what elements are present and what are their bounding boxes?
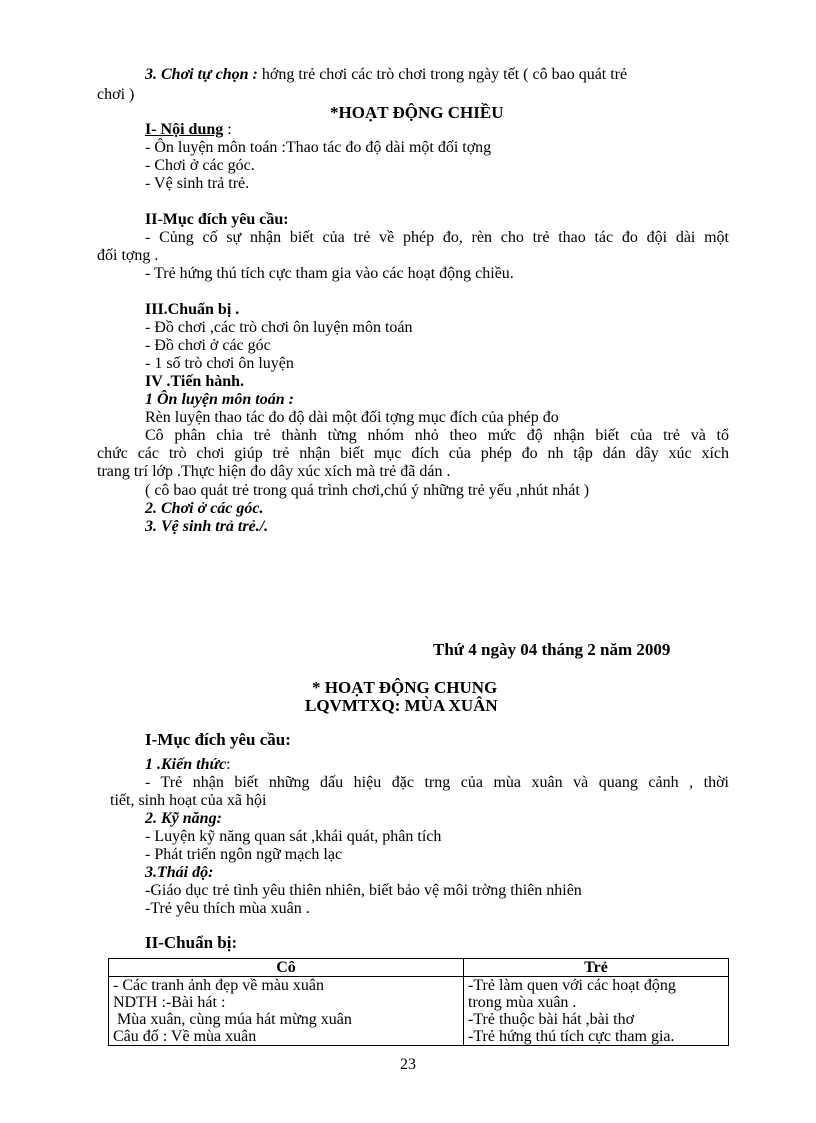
free-play-line: [145, 66, 627, 84]
procedure-p3: ( cô bao quát trẻ trong quá trình chơi,chú ý những trẻ yếu ,nhút nhát ): [145, 482, 590, 499]
table-cell: -Trẻ thuộc bài hát ,bài thơ: [464, 1011, 729, 1028]
table-row: [109, 977, 729, 995]
procedure-sub1: 1 Ôn luyện môn toán :: [145, 391, 294, 408]
day-prep-heading: II-Chuẩn bị:: [145, 933, 238, 952]
afternoon-title: *HOẠT ĐỘNG CHIỀU: [330, 103, 504, 122]
table-header-children: Trẻ: [464, 959, 729, 977]
table-cell: Câu đố : Về mùa xuân: [109, 1028, 464, 1046]
content-colon: :: [223, 121, 232, 138]
day-date: Thứ 4 ngày 04 tháng 2 năm 2009: [433, 640, 671, 659]
content-item: - Chơi ở các góc.: [145, 157, 255, 174]
procedure-heading: IV .Tiến hành.: [145, 373, 245, 390]
skills-item: - Luyện kỹ năng quan sát ,khái quát, phân tích: [145, 828, 442, 845]
content-heading: I- Nội dung: [145, 121, 224, 138]
knowledge-label: 1 .Kiến thức: [145, 756, 227, 773]
attitude-item: -Giáo dục trẻ tình yêu thiên nhiên, biết bảo vệ môi trờng thiên nhiên: [145, 882, 582, 899]
knowledge-line: [145, 756, 231, 774]
procedure-p2-line2: chức các trò chơi giúp trẻ nhận biết mục đích của phép đo nh tập dán dây xúc xích: [97, 445, 729, 462]
goals-line1-cont: đối tợng .: [97, 247, 159, 264]
goals-heading: II-Mục đích yêu cầu:: [145, 211, 289, 228]
day-goals-heading: I-Mục đích yêu cầu:: [145, 730, 291, 749]
procedure-p2-line3: trang trí lớp .Thực hiện đo dây xúc xích mà trẻ đã dán .: [97, 463, 451, 480]
table-cell: -Trẻ hứng thú tích cực tham gia.: [464, 1028, 729, 1046]
prep-heading: III.Chuẩn bị .: [145, 301, 240, 318]
preparation-table: [108, 958, 729, 1046]
skills-label: 2. Kỹ năng:: [145, 810, 222, 827]
table-cell: NDTH :-Bài hát :: [109, 994, 464, 1011]
table-row: [109, 994, 729, 1011]
procedure-sub3: 3. Vệ sinh trả trẻ./.: [145, 518, 269, 535]
knowledge-line1: - Trẻ nhận biết những dấu hiệu đặc trng của mùa xuân và quang cảnh , thời: [145, 774, 729, 791]
procedure-sub2: 2. Chơi ở các góc.: [145, 500, 264, 517]
knowledge-line2: tiết, sinh hoạt của xã hội: [110, 792, 267, 809]
table-header-row: [109, 959, 729, 977]
knowledge-colon: :: [226, 756, 231, 773]
table-cell: trong mùa xuân .: [464, 994, 729, 1011]
table-cell: - Các tranh ảnh đẹp về màu xuân: [109, 977, 464, 995]
prep-item: - 1 số trò chơi ôn luyện: [145, 355, 294, 372]
free-play-text: hớng trẻ chơi các trò chơi trong ngày tết ( cô bao quát trẻ: [257, 66, 628, 83]
day-title2: LQVMTXQ: MÙA XUÂN: [305, 696, 498, 715]
content-item: - Vệ sinh trả trẻ.: [145, 175, 250, 192]
procedure-p1: Rèn luyện thao tác đo độ dài một đối tợng mục đích của phép đo: [145, 409, 559, 426]
page-number: 23: [400, 1056, 416, 1073]
table-row: [109, 1011, 729, 1028]
prep-item: - Đồ chơi ,các trò chơi ôn luyện môn toán: [145, 319, 413, 336]
table-row: [109, 1028, 729, 1046]
attitude-item: -Trẻ yêu thích mùa xuân .: [145, 900, 310, 917]
table-cell: Mùa xuân, cùng múa hát mừng xuân: [109, 1011, 464, 1028]
skills-item: - Phát triển ngôn ngữ mạch lạc: [145, 846, 343, 863]
procedure-p2-line1: Cô phân chia trẻ thành từng nhóm nhỏ theo mức độ nhận biết của trẻ và tổ: [145, 427, 729, 444]
table-header-teacher: Cô: [109, 959, 464, 977]
goals-line1: - Củng cố sự nhận biết của trẻ về phép đo, rèn cho trẻ thao tác đo đội dài một: [145, 229, 729, 246]
free-play-cont: chơi ): [97, 86, 135, 103]
prep-item: - Đồ chơi ở các góc: [145, 337, 271, 354]
goals-line2: - Trẻ hứng thú tích cực tham gia vào các hoạt động chiều.: [145, 265, 514, 282]
content-heading-line: [145, 121, 232, 139]
day-title1: * HOẠT ĐỘNG CHUNG: [312, 678, 498, 697]
free-play-label: 3. Chơi tự chọn :: [145, 66, 258, 83]
attitude-label: 3.Thái độ:: [145, 864, 214, 881]
content-item: - Ôn luyện môn toán :Thao tác đo độ dài một đối tợng: [145, 139, 492, 156]
table-cell: -Trẻ làm quen với các hoạt động: [464, 977, 729, 995]
